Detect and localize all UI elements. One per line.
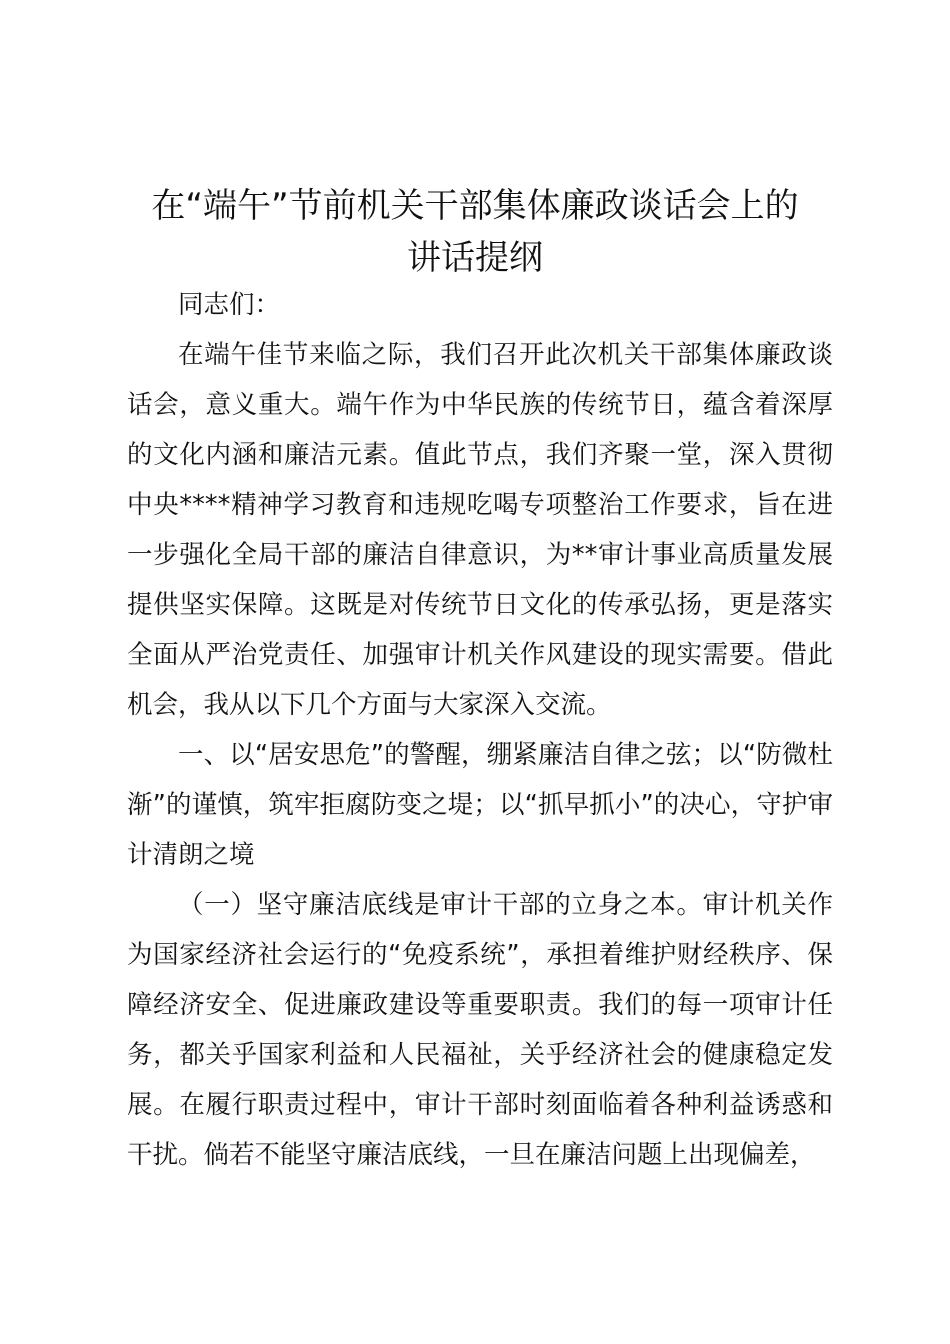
document-body [127, 280, 833, 1180]
paragraph-subsection-1: （一）坚守廉洁底线是审计干部的立身之本。审计机关作为国家经济社会运行的“免疫系统”，承担着维护财经秩序、保障经济安全、促进廉政建设等重要职责。我们的每一项审计任务，都关乎国家利益和人民福祉，关乎经济社会的健康稳定发展。在履行职责过程中，审计干部时刻面临着各种利益诱惑和干扰。倘若不能坚守廉洁底线，一旦在廉洁问题上出现偏差， [127, 890, 833, 1170]
paragraph-intro: 在端午佳节来临之际，我们召开此次机关干部集体廉政谈话会，意义重大。端午作为中华民族的传统节日，蕴含着深厚的文化内涵和廉洁元素。值此节点，我们齐聚一堂，深入贯彻中央****精神学习教育和违规吃喝专项整治工作要求，旨在进一步强化全局干部的廉洁自律意识，为**审计事业高质量发展提供坚实保障。这既是对传统节日文化的传承弘扬，更是落实全面从严治党责任、加强审计机关作风建设的现实需要。借此机会，我从以下几个方面与大家深入交流。 [127, 340, 833, 720]
document-title [110, 180, 840, 284]
title-line-2: 讲话提纲 [407, 238, 543, 278]
title-line-1: 在“端午”节前机关干部集体廉政谈话会上的 [151, 186, 799, 226]
salutation: 同志们： [178, 290, 281, 320]
heading-section-1: 一、以“居安思危”的警醒，绷紧廉洁自律之弦；以“防微杜渐”的谨慎，筑牢拒腐防变之堤；以“抓早抓小”的决心，守护审计清朗之境 [127, 740, 833, 870]
